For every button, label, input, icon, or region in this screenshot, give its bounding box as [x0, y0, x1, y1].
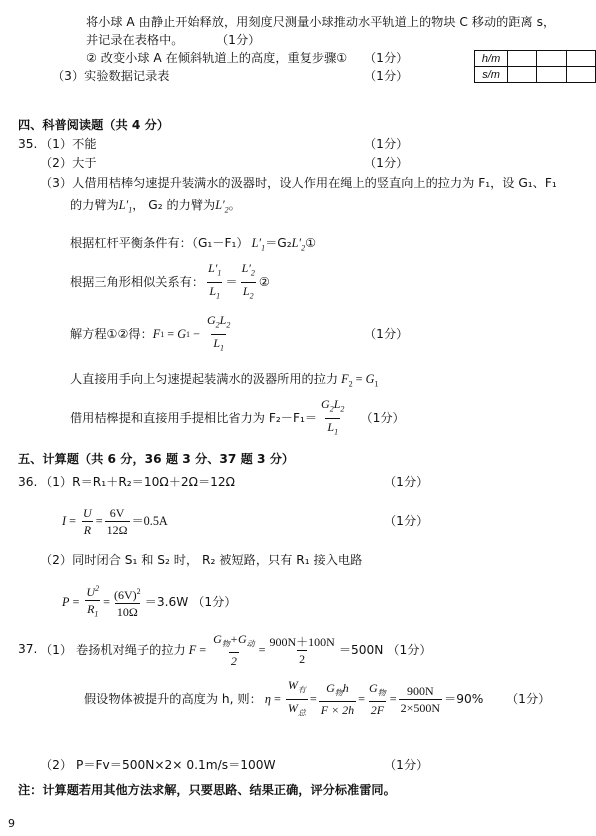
solve-score: （1分） — [364, 327, 409, 341]
lever-arm-l1-a: $L'_1$ — [248, 236, 266, 253]
frac-gobj: $\frac{G_物+G_动}{2}$ — [213, 631, 255, 669]
q37-efficiency-eq: 假设物体被提升的高度为 h, 则： η = $\frac{W_有}{W_总}$ = $\frac{G_物h}{F \times 2h}$ = $\frac{G_物}{2F}$ = $\frac{900N}{2\times 500N}$ ＝90% — [84, 681, 483, 717]
q36-part2: （2）同时闭合 S₁ 和 S₂ 时， R₂ 被短路，只有 R₁ 接入电路 — [40, 553, 363, 567]
table-cell: s/m — [475, 67, 508, 83]
frac-compare: $\frac{G_2L_2}{L_1}$ — [319, 397, 346, 439]
table-cell — [508, 67, 537, 83]
q37-eff-score: （1分） — [506, 692, 551, 706]
table-cell — [537, 67, 566, 83]
lever-equation — [70, 236, 316, 255]
q37-number: 37. — [18, 642, 38, 656]
lever-arm-l2: $L'_2$ — [215, 198, 229, 215]
frac-u-r: $\frac{U}{R}$ — [83, 505, 92, 537]
q35-part2-score: （1分） — [364, 156, 409, 170]
compare-line — [70, 397, 405, 436]
frac-g2l2: $\frac{G_2L_2}{L_1}$ — [205, 313, 232, 355]
frac-6v2-10: $\frac{(6V)^2}{10\Omega}$ — [113, 587, 141, 619]
frac-u2-r1: $\frac{U^2}{R_1}$ — [84, 582, 101, 621]
frac-900-100: $\frac{900N+100N}{2}$ — [269, 634, 335, 666]
frac-l2: $\frac{L'_2}{L_2}$ — [240, 261, 257, 303]
q37-force-eq: （1） 卷扬机对绳子的拉力 F = $\frac{G_物+G_动}{2}$ = $\frac{900N+100N}{2}$ ＝500N （1分） — [40, 631, 432, 669]
intro-line4: （3）实验数据记录表 — [52, 69, 170, 83]
intro-line3: ② 改变小球 A 在倾斜轨道上的高度，重复步骤① — [86, 51, 348, 65]
q37-eff-result: ＝90% — [444, 691, 484, 706]
intro-line2: 并记录在表格中。 — [86, 33, 184, 47]
lever-arm-l1: $L'_1$ — [118, 198, 133, 215]
table-cell — [508, 51, 537, 67]
q36-power-eq: P = $\frac{U^2}{R_1}$ = $\frac{(6V)^2}{10\Omega}$ ＝3.6W （1分） — [62, 584, 236, 620]
section5-title: 五、计算题（共 6 分，36 题 3 分、37 题 3 分） — [18, 452, 295, 466]
solve-text: 解方程①②得： — [70, 326, 153, 341]
table-cell — [566, 51, 595, 67]
intro-line2-score: （1分） — [216, 33, 261, 47]
q37-part2-score: （1分） — [384, 758, 429, 772]
grading-note: 注：计算题若用其他方法求解，只要思路、结果正确，评分标准雷同。 — [18, 783, 396, 797]
intro-line1: 将小球 A 由静止开始释放，用刻度尺测量小球推动水平轨道上的物块 C 移动的距离 s， — [86, 15, 556, 29]
solve-equation: 解方程①②得： F 1 = G 1 − $\frac{G_2L_2}{L_1}$ — [70, 316, 234, 352]
q35-part3-line2 — [70, 198, 241, 217]
direct-text: 人直接用手向上匀速提起装满水的汲器所用的拉力 — [70, 372, 339, 386]
record-table — [474, 50, 596, 83]
table-cell — [537, 51, 566, 67]
intro-line3-score: （1分） — [364, 51, 409, 65]
q37-eff-text: 假设物体被提升的高度为 h, 则： — [84, 691, 262, 706]
q35-number: 35. — [18, 137, 38, 151]
frac-g2f: $\frac{G_物}{2F}$ — [369, 680, 386, 718]
frac-w: $\frac{W_有}{W_总}$ — [286, 678, 308, 720]
q36-part1: （1）R＝R₁＋R₂＝10Ω＋2Ω＝12Ω — [40, 475, 235, 489]
q35-part3-line1: （3）人借用桔棒匀速提升装满水的汲器时，设人作用在绳上的竖直向上的拉力为 F₁，设 G₁、F₁ — [40, 176, 557, 190]
lever-mark: ① — [305, 236, 316, 250]
q36-number: 36. — [18, 475, 38, 489]
q37-part1: （1） 卷扬机对绳子的拉力 — [40, 642, 186, 657]
triangle-equation: 根据三角形相似关系有： $\frac{L'_1}{L_1}$ ＝ $\frac{L'_2}{L_2}$ ② — [70, 264, 270, 300]
direct-line: 人直接用手向上匀速提起装满水的汲器所用的拉力 $F_2 = G_1$ — [70, 372, 379, 389]
lever-eq: ＝G₂ — [265, 236, 292, 250]
compare-text: 借用桔槔提和直接用手提相比省力为 F₂－F₁＝ — [70, 410, 318, 425]
q36-current-score: （1分） — [384, 514, 429, 528]
q35-part3-pre: 的力臂为 — [70, 198, 119, 212]
q37-force-result: ＝500N （1分） — [338, 642, 432, 657]
lever-arm-l2-a: $L'_2$ — [291, 236, 306, 253]
q37-part2: （2） P＝Fv＝500N×2× 0.1m/s＝100W — [40, 758, 276, 772]
frac-gh: $\frac{G_物h}{F \times 2h}$ — [320, 680, 355, 718]
tri-mark: ② — [258, 274, 270, 289]
frac-6v-12: $\frac{6V}{12\Omega}$ — [106, 505, 128, 537]
table-cell: h/m — [475, 51, 508, 67]
q35-part1-score: （1分） — [364, 137, 409, 151]
q35-part2: （2）大于 — [40, 156, 97, 170]
intro-line4-score: （1分） — [364, 69, 409, 83]
q36-current-eq: I = $\frac{U}{R}$ = $\frac{6V}{12\Omega}$ ＝0.5A — [62, 505, 168, 537]
compare-score: （1分） — [360, 410, 405, 425]
table-row — [475, 51, 596, 67]
q36-power-result: ＝3.6W （1分） — [144, 594, 237, 609]
q36-part1-score: （1分） — [384, 475, 429, 489]
table-cell — [566, 67, 595, 83]
lever-text: 根据杠杆平衡条件有：（G₁－F₁） — [70, 236, 249, 250]
section4-title: 四、科普阅读题（共 4 分） — [18, 118, 170, 132]
q36-current-result: ＝0.5A — [131, 513, 168, 528]
table-row — [475, 67, 596, 83]
q35-part3-mid: ， G₂ 的力臂为 — [132, 198, 216, 212]
frac-l1: $\frac{L'_1}{L_1}$ — [206, 261, 223, 303]
page-number: 9 — [8, 817, 15, 830]
tri-text: 根据三角形相似关系有： — [70, 274, 205, 289]
frac-900-1000: $\frac{900N}{2\times 500N}$ — [400, 683, 441, 715]
q35-part1: （1）不能 — [40, 137, 97, 151]
q35-part3-end: 。 — [228, 198, 241, 212]
